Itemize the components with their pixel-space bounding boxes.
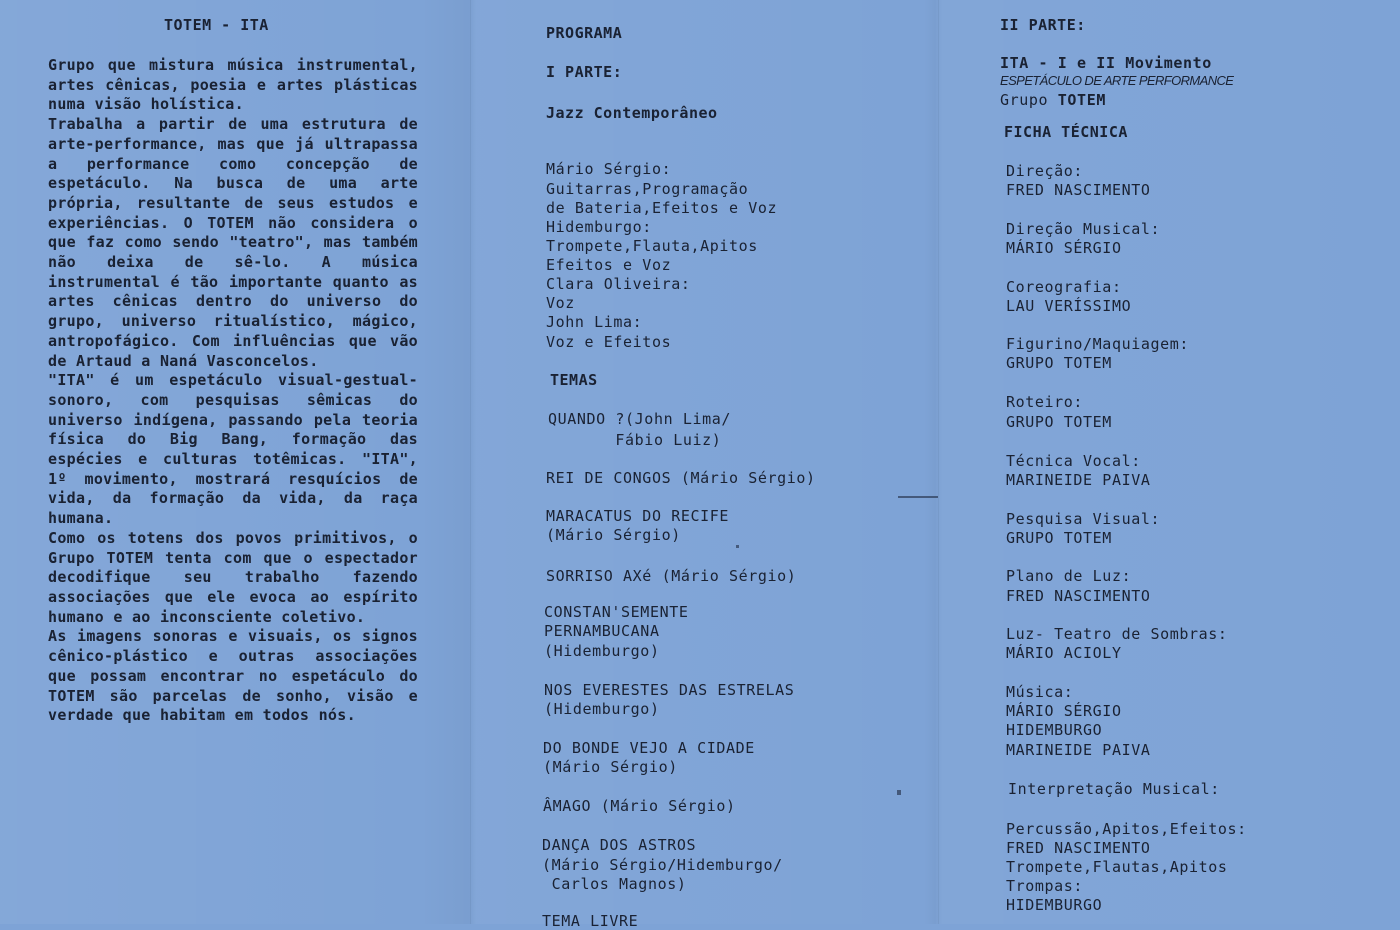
print-mark bbox=[897, 790, 901, 795]
grupo-line bbox=[1000, 91, 1106, 109]
description-paragraph: Trabalha a partir de uma estrutura de arte-performance, mas que já ultrapassa a performance como concepção de espetáculo. Na busca de uma arte própria, resultante de seus estudos e experiências. O TOTEM não considera o que faz como sendo "teatro", mas também não deixa de sê-lo. A música instrumental é tão importante quanto as artes cênicas dentro do universo do grupo, universo ritualístico, mágico, antropofágico. Com influências que vão de Artaud a Naná Vasconcelos. bbox=[48, 115, 418, 370]
credit-value: GRUPO TOTEM bbox=[1006, 529, 1112, 547]
temas-heading: TEMAS bbox=[550, 371, 598, 389]
ita-movement-title: ITA - I e II Movimento bbox=[1000, 54, 1212, 72]
fold-line-right bbox=[938, 0, 939, 924]
tema-line: (Mário Sérgio) bbox=[546, 526, 681, 544]
credit-label: Plano de Luz: bbox=[1006, 567, 1132, 585]
espetaculo-label: ESPETÁCULO DE ARTE PERFORMANCE bbox=[1000, 73, 1234, 88]
programa-heading: PROGRAMA bbox=[546, 24, 623, 42]
grupo-prefix: Grupo bbox=[1000, 91, 1049, 109]
credit-label: Técnica Vocal: bbox=[1006, 452, 1141, 470]
tema-line: MARACATUS DO RECIFE bbox=[546, 507, 729, 525]
credit-label: Coreografia: bbox=[1006, 278, 1122, 296]
description-paragraph: "ITA" é um espetáculo visual-gestual-sonoro, com pesquisas sêmicas do universo indígena, passando pela teoria física do Big Bang, formação das espécies e culturas totêmicas. "ITA", 1º movimento, mostrará resquícios de vida, da formação da vida, da raça humana. bbox=[48, 371, 418, 528]
tema-line: Carlos Magnos) bbox=[542, 875, 687, 893]
credit-value: GRUPO TOTEM bbox=[1006, 354, 1112, 372]
credit-line: Efeitos e Voz bbox=[546, 256, 672, 274]
print-mark bbox=[736, 545, 739, 548]
tema-line: PERNAMBUCANA bbox=[544, 622, 660, 640]
description-paragraph: As imagens sonoras e visuais, os signos cênico-plástico e outras associações que possam encontrar no espetáculo do TOTEM são parcelas de sonho, visão e verdade que habitam em todos nós. bbox=[48, 627, 418, 725]
tema-line: DO BONDE VEJO A CIDADE bbox=[543, 739, 755, 757]
credit-value: MARINEIDE PAIVA bbox=[1006, 741, 1151, 759]
tema-line: ÂMAGO (Mário Sérgio) bbox=[543, 797, 736, 815]
credit-label: Direção: bbox=[1006, 162, 1084, 180]
credit-line: Clara Oliveira: bbox=[546, 275, 691, 293]
credit-line: Guitarras,Programação bbox=[546, 180, 749, 198]
fold-line-left bbox=[470, 0, 471, 924]
credit-line: Trompete,Flauta,Apitos bbox=[546, 237, 758, 255]
credit-value: MÁRIO SÉRGIO bbox=[1006, 702, 1122, 720]
credit-label: Roteiro: bbox=[1006, 393, 1084, 411]
jazz-subtitle: Jazz Contemporâneo bbox=[546, 104, 718, 122]
credit-line: Voz bbox=[546, 294, 575, 312]
credit-line: Hidemburgo: bbox=[546, 218, 652, 236]
section-title: TOTEM - ITA bbox=[164, 16, 269, 34]
tema-line: (Mário Sérgio) bbox=[543, 758, 678, 776]
credit-line: Mário Sérgio: bbox=[546, 160, 672, 178]
credit-label: Figurino/Maquiagem: bbox=[1006, 335, 1189, 353]
credit-line: John Lima: bbox=[546, 313, 643, 331]
ficha-tecnica-heading: FICHA TÉCNICA bbox=[1004, 123, 1128, 141]
tema-line: SORRISO AXé (Mário Sérgio) bbox=[546, 567, 797, 585]
credit-value: FRED NASCIMENTO bbox=[1006, 839, 1151, 857]
credit-label: Percussão,Apitos,Efeitos: bbox=[1006, 820, 1247, 838]
parte-heading: I PARTE: bbox=[546, 63, 623, 81]
credit-value: FRED NASCIMENTO bbox=[1006, 587, 1151, 605]
tema-line: (Hidemburgo) bbox=[544, 700, 660, 718]
tema-line: CONSTAN'SEMENTE bbox=[544, 603, 689, 621]
tema-line: NOS EVERESTES DAS ESTRELAS bbox=[544, 681, 795, 699]
credit-label: Pesquisa Visual: bbox=[1006, 510, 1161, 528]
credit-value: GRUPO TOTEM bbox=[1006, 413, 1112, 431]
credit-value: Trompas: bbox=[1006, 877, 1084, 895]
tema-line: DANÇA DOS ASTROS bbox=[542, 836, 697, 854]
credit-value: HIDEMBURGO bbox=[1006, 896, 1103, 914]
parte-ii-heading: II PARTE: bbox=[1000, 16, 1086, 34]
print-mark bbox=[898, 496, 938, 498]
tema-line: TEMA LIVRE bbox=[542, 912, 639, 930]
tema-line: (Hidemburgo) bbox=[544, 642, 660, 660]
description-paragraph: Como os totens dos povos primitivos, o Grupo TOTEM tenta com que o espectador decodifique seu trabalho fazendo associações que ele evoca ao espírito humano e ao inconsciente coletivo. bbox=[48, 528, 418, 626]
grupo-name: TOTEM bbox=[1057, 91, 1106, 109]
credit-line: Voz e Efeitos bbox=[546, 333, 672, 351]
credit-label: Direção Musical: bbox=[1006, 220, 1161, 238]
credit-value: MÁRIO ACIOLY bbox=[1006, 644, 1122, 662]
tema-line: (Mário Sérgio/Hidemburgo/ bbox=[542, 856, 783, 874]
credit-value: Trompete,Flautas,Apitos bbox=[1006, 858, 1228, 876]
description-text bbox=[48, 56, 418, 726]
tema-line: REI DE CONGOS (Mário Sérgio) bbox=[546, 469, 816, 487]
credit-value: FRED NASCIMENTO bbox=[1006, 181, 1151, 199]
credit-value: HIDEMBURGO bbox=[1006, 721, 1103, 739]
tema-line: Fábio Luiz) bbox=[548, 431, 722, 449]
credit-line: de Bateria,Efeitos e Voz bbox=[546, 199, 778, 217]
credit-value: MARINEIDE PAIVA bbox=[1006, 471, 1151, 489]
credit-label: Interpretação Musical: bbox=[1008, 780, 1220, 798]
credit-label: Luz- Teatro de Sombras: bbox=[1006, 625, 1228, 643]
credit-value: LAU VERÍSSIMO bbox=[1006, 297, 1132, 315]
credit-label: Música: bbox=[1006, 683, 1074, 701]
description-paragraph: Grupo que mistura música instrumental, artes cênicas, poesia e artes plásticas numa visão holística. bbox=[48, 56, 418, 114]
tema-line: QUANDO ?(John Lima/ bbox=[548, 410, 731, 428]
credit-value: MÁRIO SÉRGIO bbox=[1006, 239, 1122, 257]
